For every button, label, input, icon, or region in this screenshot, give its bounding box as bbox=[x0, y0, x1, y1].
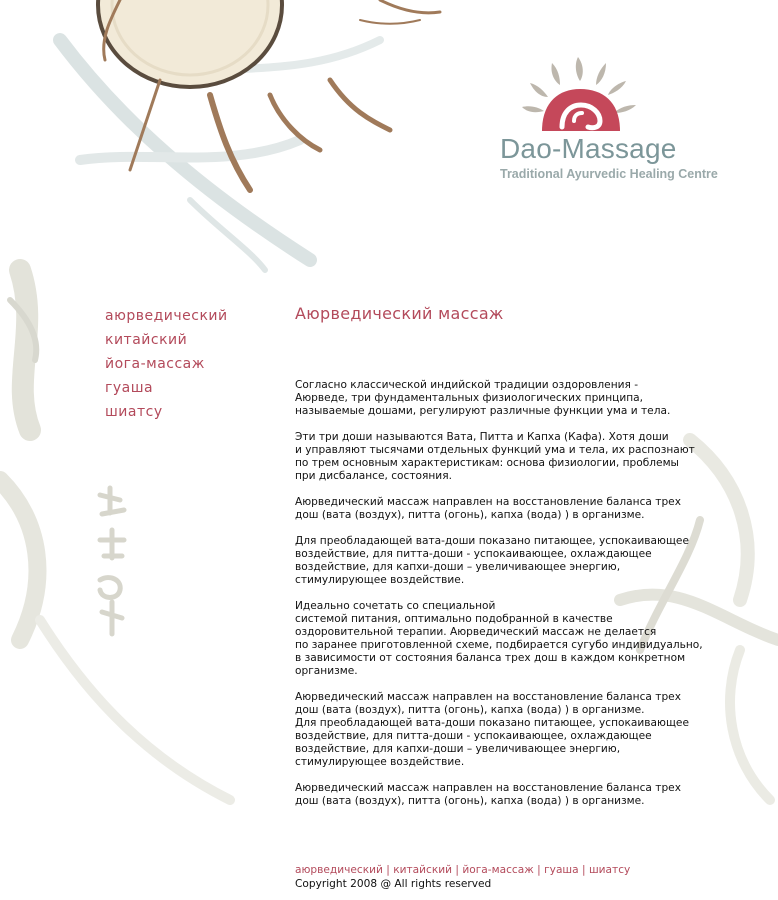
nav-item-ayurvedic bbox=[105, 305, 228, 329]
calligraphy-decoration bbox=[100, 488, 124, 634]
article-paragraph: Эти три доши называются Вата, Питта и Капха (Кафа). Хотя доши и управляют тысячами отдельных функций ума и тела, их распознают по трем основным характеристикам: основа физиологии, проблемы при дисбалансе, состояния. bbox=[295, 431, 695, 482]
nav-link-guasha[interactable]: гуаша bbox=[105, 380, 154, 396]
nav-item-guasha bbox=[105, 377, 228, 401]
footer bbox=[295, 863, 630, 891]
footer-link-guasha[interactable]: гуаша bbox=[544, 864, 579, 876]
copyright: Copyright 2008 @ All rights reserved bbox=[295, 878, 492, 890]
footer-separator: | bbox=[386, 864, 390, 876]
footer-link-shiatsu[interactable]: шиатсу bbox=[588, 864, 631, 876]
article-paragraph: Для преобладающей вата-доши показано питающее, успокаивающее воздействие, для питта-доши - успокаивающее, охлаждающее воздействие, для капхи-доши – увеличивающее энергию, стимулирующее воздействие. bbox=[295, 535, 689, 586]
article-paragraph: Аюрведический массаж направлен на восстановление баланса трех дош (вата (воздух), питта (огонь), капха (вода) ) в организме. Для преобладающей вата-доши показано питающее, успокаивающее воздействие, для питта-доши - успокаивающее, охлаждающее воздействие, для капхи-доши – увеличивающее энергию, стимулирующее воздействие. bbox=[295, 691, 689, 768]
footer-link-ayurvedic[interactable]: аюрведический bbox=[295, 864, 383, 876]
nav-link-chinese[interactable]: китайский bbox=[105, 332, 188, 348]
main-nav bbox=[105, 305, 228, 425]
footer-nav bbox=[295, 863, 630, 877]
footer-link-yoga-massage[interactable]: йога-массаж bbox=[462, 864, 534, 876]
feathers-decoration bbox=[104, 0, 440, 190]
article-paragraph: Согласно классической индийской традиции оздоровления - Аюрведе, три фундаментальных физиологических принципа, называемые дошами, регулируют различные функции ума и тела. bbox=[295, 379, 671, 417]
nav-link-yoga-massage[interactable]: йога-массаж bbox=[105, 356, 205, 372]
nav-item-shiatsu bbox=[105, 401, 228, 425]
drum-decoration bbox=[98, 0, 282, 87]
brand-name: Dao-Massage bbox=[500, 133, 677, 164]
article-content bbox=[295, 379, 745, 821]
brand-tagline: Traditional Ayurvedic Healing Centre bbox=[500, 167, 718, 181]
footer-separator: | bbox=[455, 864, 459, 876]
page-title: Аюрведический массаж bbox=[295, 304, 504, 323]
nav-link-shiatsu[interactable]: шиатсу bbox=[105, 404, 163, 420]
article-paragraph: Аюрведический массаж направлен на восстановление баланса трех дош (вата (воздух), питта (огонь), капха (вода) ) в организме. bbox=[295, 782, 681, 807]
sun-logo-icon bbox=[518, 55, 648, 135]
logo bbox=[498, 55, 738, 185]
footer-separator: | bbox=[537, 864, 541, 876]
nav-item-chinese bbox=[105, 329, 228, 353]
nav-item-yoga bbox=[105, 353, 228, 377]
footer-separator: | bbox=[582, 864, 586, 876]
nav-link-ayurvedic[interactable]: аюрведический bbox=[105, 308, 228, 324]
article-paragraph: Идеально сочетать со специальной системой питания, оптимально подобранной в качестве оздоровительной терапии. Аюрведический массаж не делается по заранее приготовленной схеме, подбирается сугубо индивидуально, в зависимости от состояния баланса трех дош в каждом конкретном организме. bbox=[295, 600, 703, 677]
article-paragraph: Аюрведический массаж направлен на восстановление баланса трех дош (вата (воздух), питта (огонь), капха (вода) ) в организме. bbox=[295, 496, 681, 521]
footer-link-chinese[interactable]: китайский bbox=[393, 864, 453, 876]
